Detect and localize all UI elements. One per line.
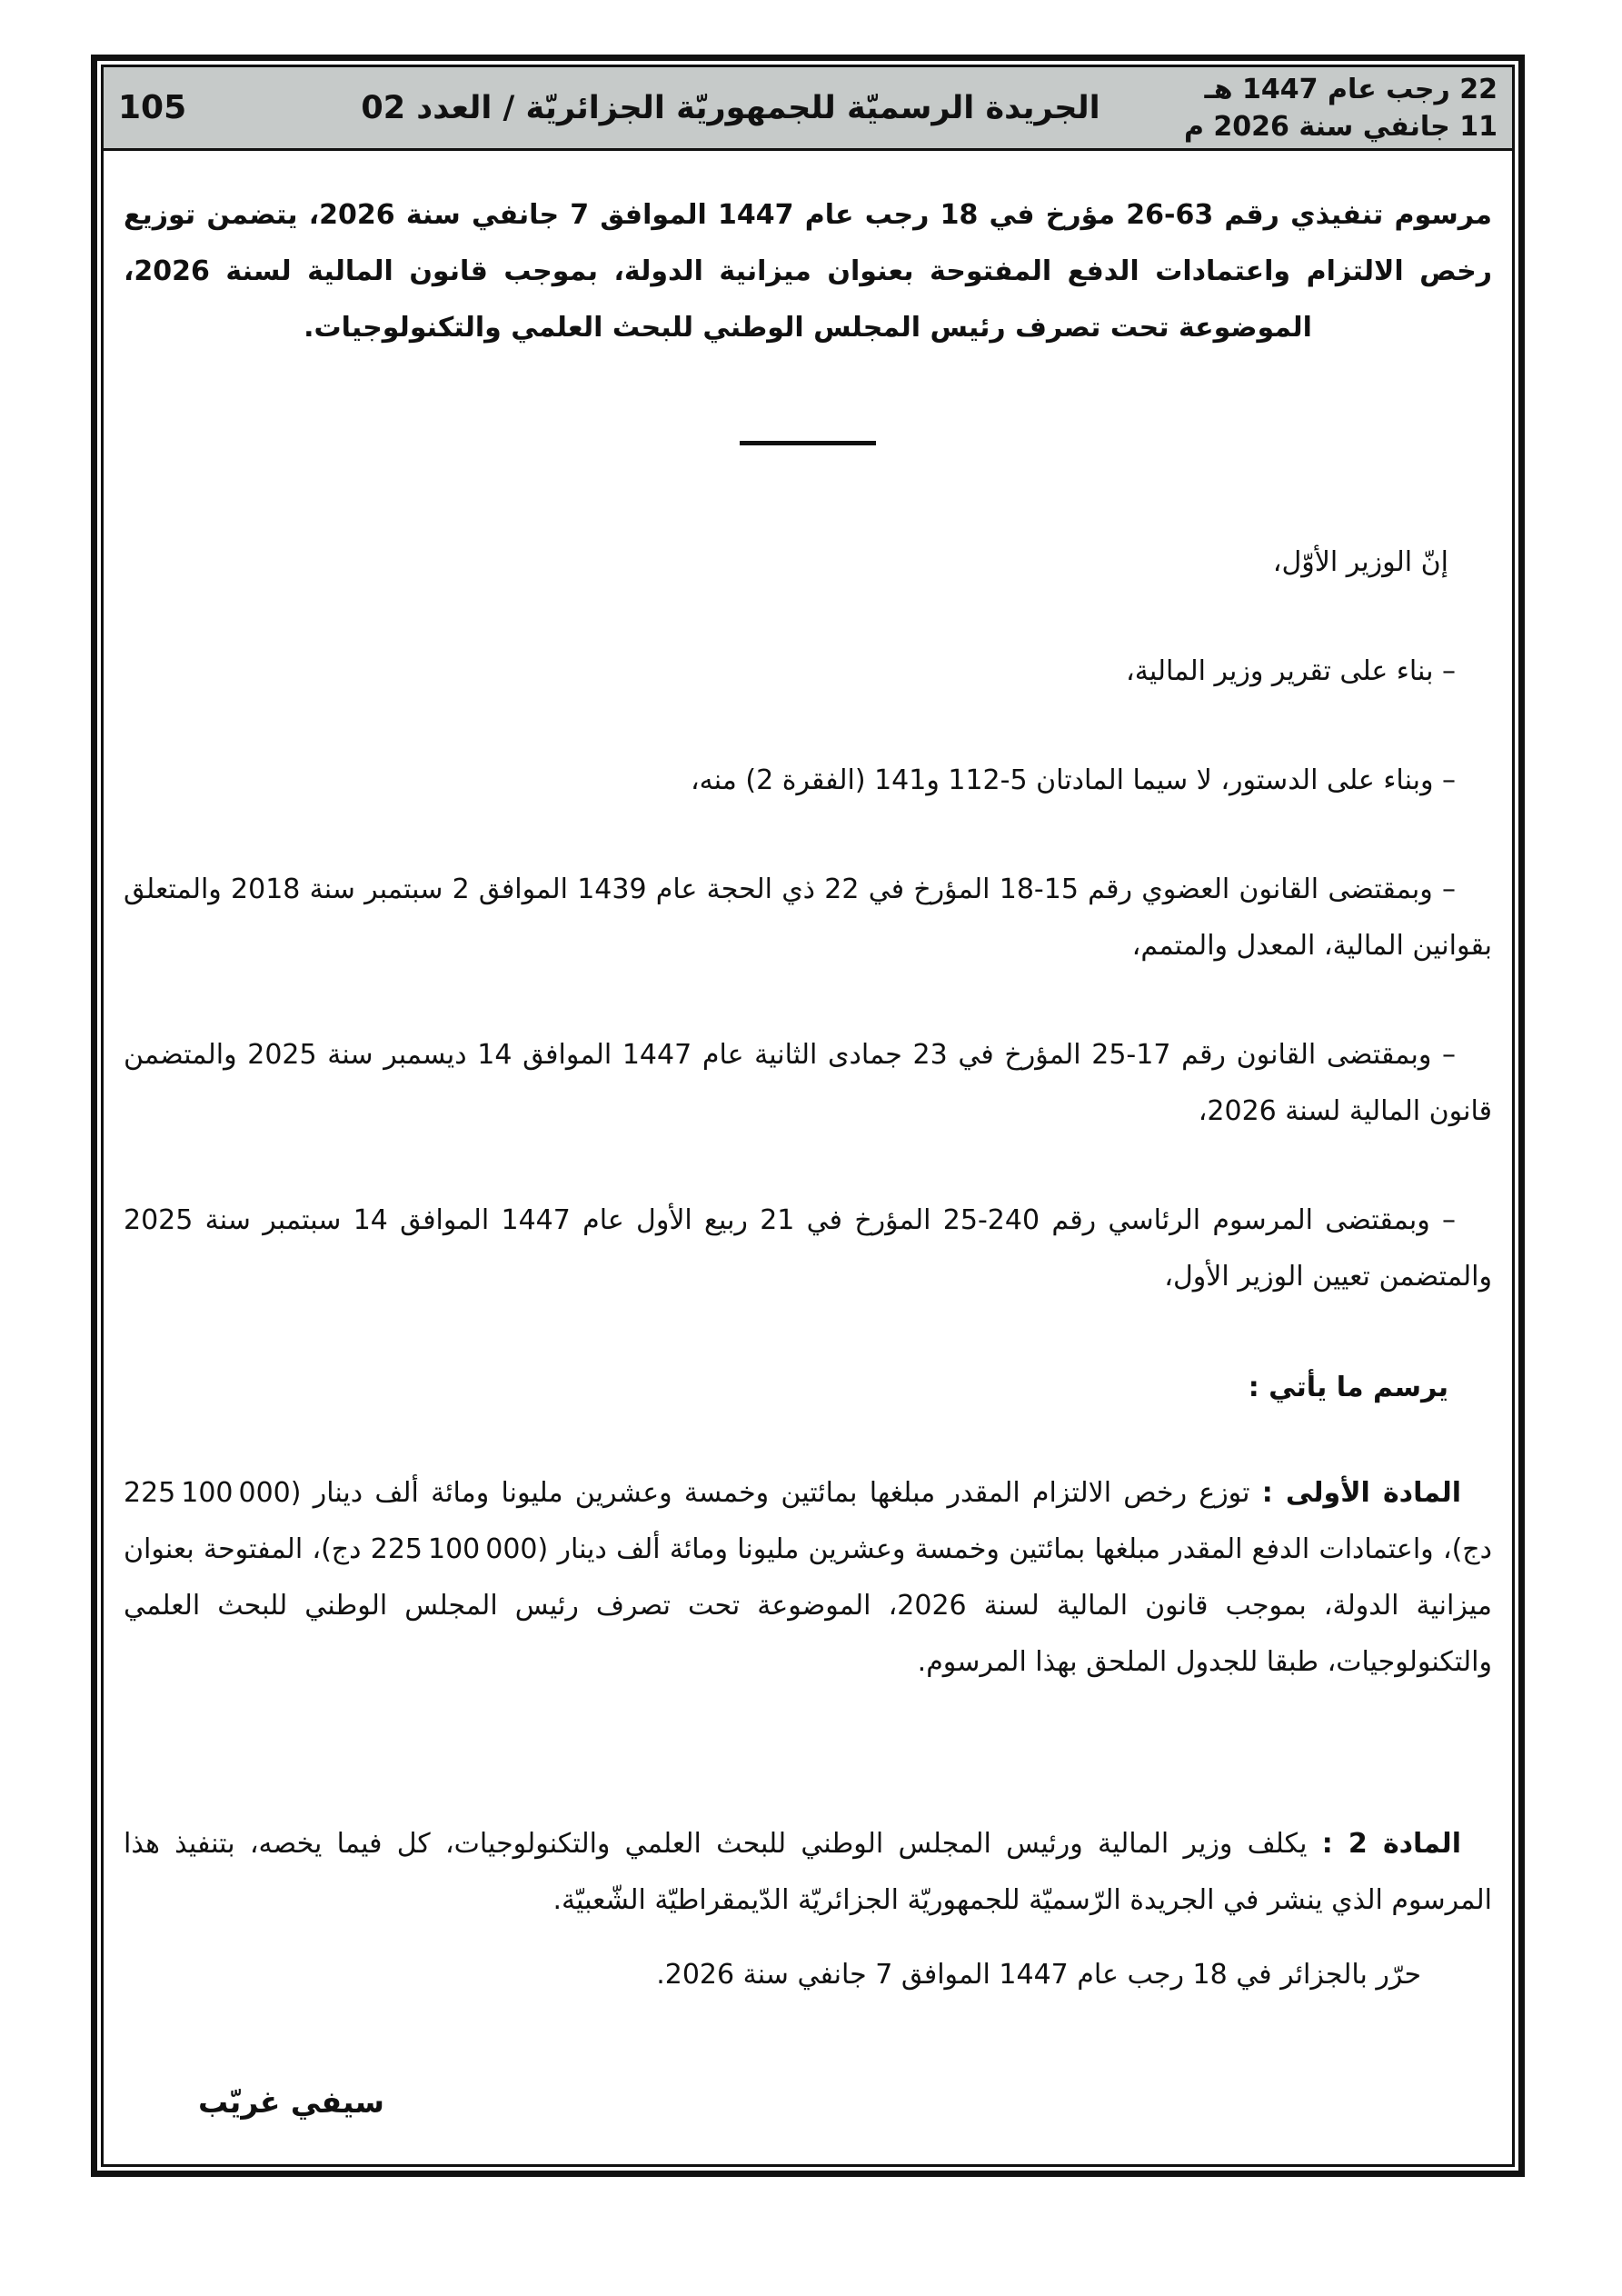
enacting-formula: يرسم ما يأتي : <box>1248 1372 1448 1403</box>
journal-header-band <box>104 67 1512 151</box>
page-frame <box>91 55 1525 2177</box>
article-2 <box>124 1816 1492 1929</box>
visa-clause: – وبمقتضى القانون العضوي رقم 15-18 المؤرخ في 22 ذي الحجة عام 1439 الموافق 2 سبتمبر سنة 2018 والمتعلق بقوانين المالية، المعدل والمتمم، <box>124 873 1492 962</box>
section-separator <box>740 441 876 445</box>
visa-clause: – وبمقتضى القانون رقم 17-25 المؤرخ في 23 جمادى الثانية عام 1447 الموافق 14 ديسمبر سنة 2025 والمتضمن قانون المالية لسنة 2026، <box>124 1039 1492 1127</box>
issue-dates <box>1183 71 1498 145</box>
article-1-text: توزع رخص الالتزام المقدر مبلغها بمائتين وخمسة وعشرين مليونا ومائة ألف دينار (225 100 000 دج)، واعتمادات الدفع المقدر مبلغها بمائتين وخمسة وعشرين مليونا ومائة ألف دينار (225 100 000 دج)، المفتوحة بعنوان ميزانية الدولة، بموجب قانون المالية لسنة 2026، الموضوعة تحت تصرف رئيس المجلس الوطني للبحث العلمي والتكنولوجيات، طبقا للجدول الملحق بهذا المرسوم. <box>124 1477 1492 1678</box>
journal-title: الجريدة الرسميّة للجمهوريّة الجزائريّة / العدد 02 <box>361 89 1100 126</box>
issue-date-hijri: 22 رجب عام 1447 هـ <box>1204 73 1498 105</box>
decree-title: مرسوم تنفيذي رقم 63-26 مؤرخ في 18 رجب عام 1447 الموافق 7 جانفي سنة 2026، يتضمن توزيع رخص الالتزام واعتمادات الدفع المفتوحة بعنوان ميزانية الدولة، بموجب قانون المالية لسنة 2026، الموضوعة تحت تصرف رئيس المجلس الوطني للبحث العلمي والتكنولوجيات. <box>124 199 1493 344</box>
article-2-label: المادة 2 : <box>1321 1828 1461 1860</box>
visa-clause: – وبمقتضى المرسوم الرئاسي رقم 240-25 المؤرخ في 21 ربيع الأول عام 1447 الموافق 14 سبتمبر سنة 2025 والمتضمن تعيين الوزير الأول، <box>124 1204 1492 1293</box>
page-frame-inner <box>101 65 1515 2167</box>
article-2-text: يكلف وزير المالية ورئيس المجلس الوطني للبحث العلمي والتكنولوجيات، كل فيما يخصه، بتنفيذ هذا المرسوم الذي ينشر في الجريدة الرّسميّة للجمهوريّة الجزائريّة الدّيمقراطيّة الشّعبيّة. <box>124 1828 1492 1916</box>
signatory-name: سيفي غريّب <box>198 2084 384 2120</box>
article-1 <box>124 1465 1492 1691</box>
issue-date-gregorian: 11 جانفي سنة 2026 م <box>1183 110 1498 143</box>
decree-body <box>104 151 1512 2164</box>
signature-date: حرّر بالجزائر في 18 رجب عام 1447 الموافق 7 جانفي سنة 2026. <box>656 1959 1421 1991</box>
visa-clause: – بناء على تقرير وزير المالية، <box>1126 655 1456 687</box>
visa-clause: – وبناء على الدستور، لا سيما المادتان 5-112 و141 (الفقرة 2) منه، <box>690 764 1456 796</box>
article-1-label: المادة الأولى : <box>1261 1477 1461 1509</box>
preamble-intro: إنّ الوزير الأوّل، <box>1272 546 1448 578</box>
page-number: 105 <box>118 89 187 126</box>
